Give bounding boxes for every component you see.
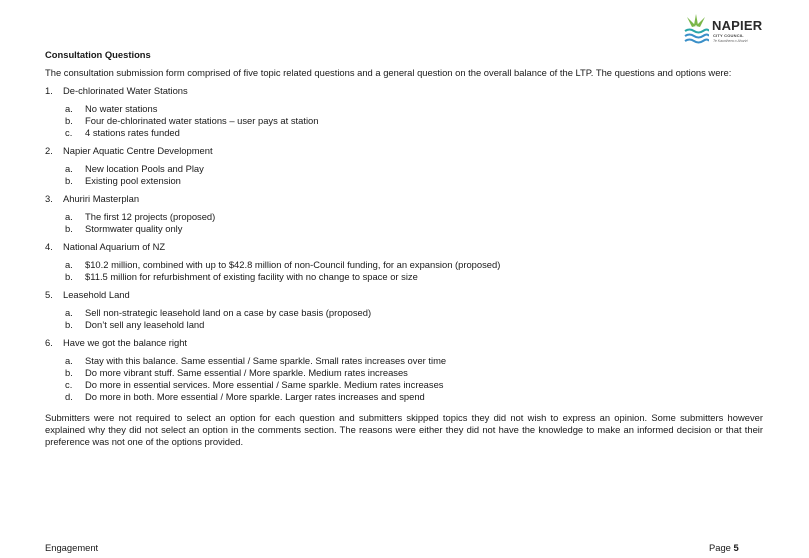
option-text: Stormwater quality only bbox=[85, 223, 183, 234]
logo-name: NAPIER bbox=[712, 18, 763, 33]
option-text: Stay with this balance. Same essential / Same sparkle. Small rates increases over time bbox=[85, 355, 447, 366]
question-number: 1. bbox=[45, 85, 53, 96]
option-list bbox=[65, 307, 763, 331]
option-item bbox=[65, 223, 763, 235]
question-number: 2. bbox=[45, 145, 53, 156]
option-item bbox=[65, 103, 763, 115]
option-item bbox=[65, 163, 763, 175]
option-item bbox=[65, 367, 763, 379]
option-text: 4 stations rates funded bbox=[85, 127, 180, 138]
option-item bbox=[65, 259, 763, 271]
question-title: Have we got the balance right bbox=[63, 337, 188, 348]
logo-subtitle: CITY COUNCIL bbox=[713, 33, 744, 38]
option-letter: b. bbox=[65, 223, 73, 234]
option-text: Do more in both. More essential / More sparkle. Larger rates increases and spend bbox=[85, 391, 425, 402]
option-list bbox=[65, 211, 763, 235]
option-text: The first 12 projects (proposed) bbox=[85, 211, 216, 222]
option-letter: b. bbox=[65, 319, 73, 330]
option-item bbox=[65, 271, 763, 283]
option-item bbox=[65, 175, 763, 187]
option-letter: b. bbox=[65, 271, 73, 282]
question-number: 3. bbox=[45, 193, 53, 204]
question-item bbox=[45, 241, 763, 283]
option-text: New location Pools and Play bbox=[85, 163, 204, 174]
option-item bbox=[65, 391, 763, 403]
question-line bbox=[45, 85, 763, 97]
question-number: 6. bbox=[45, 337, 53, 348]
footer-section-name: Engagement bbox=[45, 542, 99, 553]
question-title: National Aquarium of NZ bbox=[63, 241, 166, 252]
option-text: Do more vibrant stuff. Same essential / More sparkle. Medium rates increases bbox=[85, 367, 408, 378]
option-text: Four de-chlorinated water stations – user pays at station bbox=[85, 115, 319, 126]
question-item bbox=[45, 289, 763, 331]
question-item bbox=[45, 337, 763, 403]
option-list bbox=[65, 355, 763, 403]
napier-city-council-logo bbox=[683, 12, 773, 50]
question-line bbox=[45, 145, 763, 157]
option-letter: c. bbox=[65, 379, 73, 390]
option-letter: a. bbox=[65, 259, 73, 270]
option-item bbox=[65, 319, 763, 331]
option-text: $10.2 million, combined with up to $42.8 million of non-Council funding, for an expansion (proposed) bbox=[85, 259, 501, 270]
page-number: 5 bbox=[733, 542, 739, 553]
closing-paragraph: Submitters were not required to select an option for each question and submitters skipped topics they did not wish to express an opinion. Some submitters however explained why they did not select an option in the comments section. The reasons were either they did not have the knowledge to make an informed decision or that their preference was not one of the options provided. bbox=[45, 412, 763, 447]
question-list bbox=[45, 85, 763, 403]
question-number: 4. bbox=[45, 241, 53, 252]
option-item bbox=[65, 379, 763, 391]
option-text: Existing pool extension bbox=[85, 175, 181, 186]
logo-tagline: Te Kaunihera o Ahuriri bbox=[713, 39, 748, 43]
option-text: Do more in essential services. More essential / Same sparkle. Medium rates increases bbox=[85, 379, 444, 390]
question-item bbox=[45, 193, 763, 235]
napier-leaf-waves-icon bbox=[683, 12, 709, 46]
footer-page-indicator bbox=[709, 542, 739, 553]
option-letter: a. bbox=[65, 103, 73, 114]
question-title: De-chlorinated Water Stations bbox=[63, 85, 188, 96]
option-letter: b. bbox=[65, 175, 73, 186]
option-item bbox=[65, 127, 763, 139]
option-letter: a. bbox=[65, 307, 73, 318]
option-letter: c. bbox=[65, 127, 73, 138]
intro-paragraph: The consultation submission form comprised of five topic related questions and a general question on the overall balance of the LTP. The questions and options were: bbox=[45, 67, 732, 78]
question-title: Napier Aquatic Centre Development bbox=[63, 145, 213, 156]
option-list bbox=[65, 259, 763, 283]
section-heading: Consultation Questions bbox=[45, 49, 151, 60]
option-letter: b. bbox=[65, 115, 73, 126]
option-item bbox=[65, 355, 763, 367]
question-item bbox=[45, 85, 763, 139]
option-text: $11.5 million for refurbishment of existing facility with no change to space or size bbox=[85, 271, 418, 282]
option-letter: a. bbox=[65, 355, 73, 366]
option-letter: b. bbox=[65, 367, 73, 378]
question-number: 5. bbox=[45, 289, 53, 300]
option-text: No water stations bbox=[85, 103, 158, 114]
question-line bbox=[45, 337, 763, 349]
option-list bbox=[65, 103, 763, 139]
option-item bbox=[65, 307, 763, 319]
question-line bbox=[45, 241, 763, 253]
question-title: Ahuriri Masterplan bbox=[63, 193, 140, 204]
document-body bbox=[45, 49, 763, 448]
option-list bbox=[65, 163, 763, 187]
option-letter: d. bbox=[65, 391, 73, 402]
page-label: Page bbox=[709, 542, 731, 553]
option-letter: a. bbox=[65, 163, 73, 174]
option-item bbox=[65, 211, 763, 223]
option-text: Don’t sell any leasehold land bbox=[85, 319, 205, 330]
question-line bbox=[45, 193, 763, 205]
question-title: Leasehold Land bbox=[63, 289, 130, 300]
question-line bbox=[45, 289, 763, 301]
option-letter: a. bbox=[65, 211, 73, 222]
option-item bbox=[65, 115, 763, 127]
question-item bbox=[45, 145, 763, 187]
option-text: Sell non-strategic leasehold land on a case by case basis (proposed) bbox=[85, 307, 372, 318]
